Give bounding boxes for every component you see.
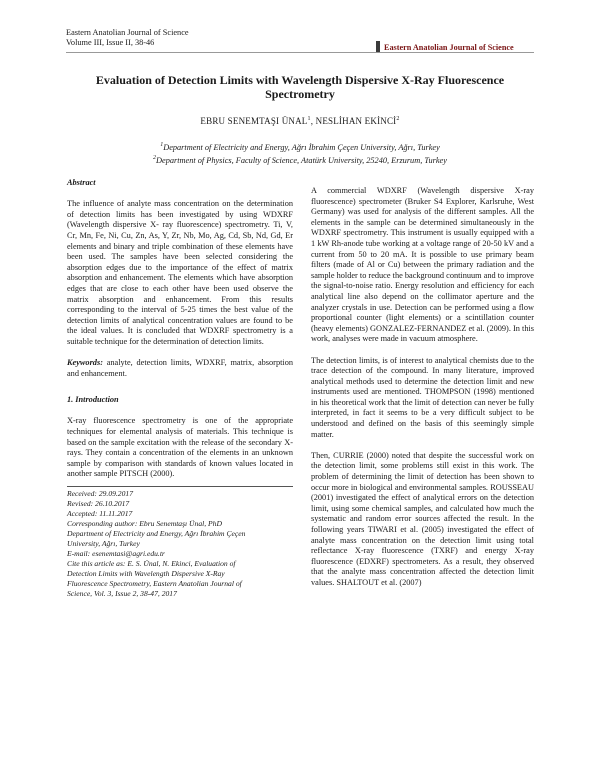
running-header [66, 28, 189, 48]
affiliations [66, 140, 534, 167]
author-department: Department of Electricity and Energy, Ağrı İbrahim Çeçen [67, 529, 246, 539]
paragraph-instrument: A commercial WDXRF (Wavelength dispersive X-ray fluorescence) spectrometer (Bruker S4 Explorer, Karlsruhe, West Germany) was used for analysis of the different samples. All the elements in the sample can be determined simultaneously in the WDXRF spectrometry. This instrument is usually equipped with a 1 kW Rh-anode tube working at a voltage range of 20-50 kV and a current from 50 to 20 mA. It is possible to use primary beam filters (made of Al or Cu) between the primary radiation and the sample holder to reduce the background continuum and to improve the signal-to-noise ratio. Energy resolution and efficiency for each analytical line also depend on the collimator aperture and the analyzer crystals in use. Detection can be performed using a flow proportional counter (light elements) or a scintillation counter (heavy elements) GONZALEZ-FERNANDEZ et al. (2009). In this work, analyses were made in vacuum atmosphere. [311, 186, 534, 344]
author-2: NESLİHAN EKİNCİ [315, 116, 397, 126]
author-line [66, 116, 534, 126]
introduction-text: X-ray fluorescence spectrometry is one of the appropriate techniques for elemental analysis of materials. This technique is based on the sample excitation with the release of the secondary X-rays. They contain a concentration of the elements in an unknown sample by comparison with standards of known values located in another sample PITSCH (2000). [67, 416, 293, 479]
citation-line-2: Detection Limits with Wavelength Dispersive X-Ray [67, 569, 225, 579]
author-email: E-mail: esenemtasi@agri.edu.tr [67, 549, 165, 559]
keywords [67, 358, 293, 379]
affiliation-1 [66, 140, 534, 153]
corresponding-author: Corresponding author: Ebru Senemtaşı Ünal, PhD [67, 519, 222, 529]
author-2-sup: 2 [396, 116, 400, 122]
header-rule [66, 52, 534, 53]
citation-line-3: Fluorescence Spectrometry, Eastern Anatolian Journal of [67, 579, 242, 589]
paragraph-detection-limits: The detection limits, is of interest to analytical chemists due to the trace detection of the compound. In many literature, improved analytical methods used to determine the detection limit and new instruments used are mentioned. THOMPSON (1998) mentioned in his theoretical work that the limit of detection can never be fully interpreted, in fact it seems to be a very difficult subject to be understood and defined on the basis of this seemingly simple matter. [311, 355, 534, 439]
right-column [311, 186, 534, 589]
article-info [67, 489, 293, 599]
journal-name: Eastern Anatolian Journal of Science [66, 28, 189, 37]
abstract-heading: Abstract [67, 178, 96, 187]
affiliation-1-sup: 1 [160, 142, 164, 148]
abstract-text: The influence of analyte mass concentration on the determination of detection limits has been investigated by using WDXRF (Wavelength dispersive X- ray fluorescence) spectrometry. Ti, V, Cr, Mn, Fe, Ni, Cu, Zn, As, Y, Zr, Nb, Mo, Ag, Cd, Sb, Nd, Gd, Er elements and binary and triple combination of these elements have been used. The samples have been selected considering the absorption edges due to the importance of the effect of matrix absorption and enhancement. The elements which have absorption edges that are close to each other have been used observe the matrix absorption and enhancement. From this results corresponding to the interval of 5-25 times the best value of the detection limits of analytical concentration values are found to be the ideal values. It is concluded that WDXRF spectrometry is a suitable technique for the determination of detection limits. [67, 199, 293, 346]
author-1-sup: 1 [307, 116, 311, 122]
citation-line-4: Science, Vol. 3, Issue 2, 38-47, 2017 [67, 589, 177, 599]
revised-date: Revised: 26.10.2017 [67, 499, 130, 509]
author-1: EBRU SENEMTAŞI ÜNAL [200, 116, 308, 126]
accepted-date: Accepted: 11.11.2017 [67, 509, 133, 519]
keywords-label: Keywords: [67, 358, 103, 368]
volume-info: Volume III, Issue II, 38-46 [66, 38, 155, 47]
affiliation-2-sup: 2 [153, 155, 157, 162]
author-separator: , [310, 116, 316, 126]
affiliation-2-text: Department of Physics, Faculty of Science, Atatürk University, 25240, Erzurum, Turkey [156, 156, 447, 166]
left-column [67, 178, 293, 599]
journal-tag-label: Eastern Anatolian Journal of Science [384, 42, 514, 52]
paragraph-literature: Then, CURRIE (2000) noted that despite the successful work on the detection limit, some problems still exist in this work. The problem of determining the limit of detection has been shown to occur more in biological and environmental samples. ROUSSEAU (2001) investigated the effect of analytical errors on the detection limit, using some chemical samples, and calculated how much the systematic and random error sources affected the result. In the following years TIWARI et al. (2005) investigated the effect of analyte mass concentration on the detection limit using total reflectance X-ray fluorescence (TXRF) and energy X-ray fluorescence (EDXRF) spectrometers. As a result, they observed that the analyte mass concentration affected the detection limit values. SHALTOUT et al. (2007) [311, 450, 534, 587]
citation-line-1: Cite this article as: E. S. Ünal, N. Ekinci, Evaluation of [67, 559, 236, 569]
affiliation-1-text: Department of Electricity and Energy, Ağrı İbrahim Çeçen University, Ağrı, Turkey [163, 142, 440, 152]
author-university: University, Ağrı, Turkey [67, 539, 140, 549]
introduction-heading: 1. Introduction [67, 395, 119, 405]
received-date: Received: 29.09.2017 [67, 489, 133, 499]
article-info-rule [67, 486, 293, 487]
paper-title: Evaluation of Detection Limits with Wavelength Dispersive X-Ray Fluorescence Spectrometry [95, 73, 505, 101]
affiliation-2 [66, 153, 534, 166]
keywords-text: analyte, detection limits, WDXRF, matrix, absorption and enhancement. [67, 358, 293, 378]
